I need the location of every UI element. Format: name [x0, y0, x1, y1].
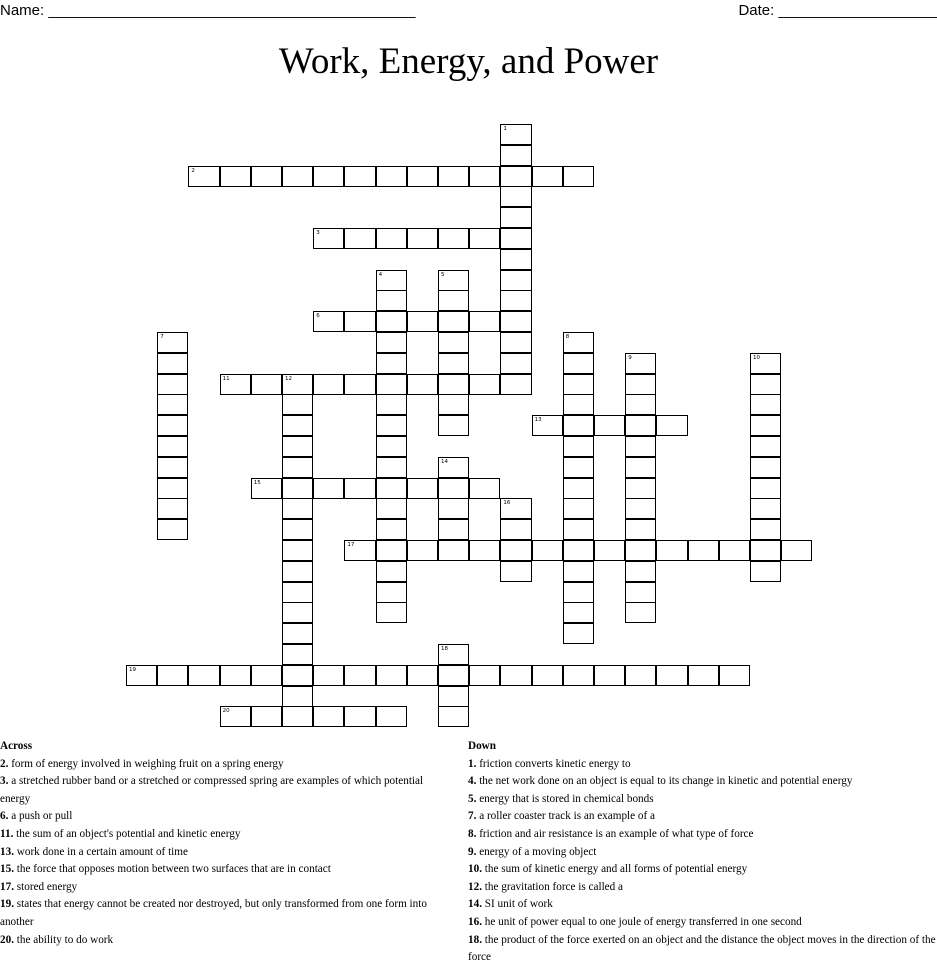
crossword-cell[interactable]: [376, 457, 407, 478]
crossword-cell[interactable]: [688, 665, 719, 686]
clue-item-number: 2.: [0, 757, 9, 770]
crossword-cell[interactable]: [500, 498, 531, 519]
crossword-cell[interactable]: [594, 665, 625, 686]
crossword-cell[interactable]: [344, 311, 375, 332]
crossword-cell[interactable]: [438, 706, 469, 727]
crossword-cell[interactable]: [313, 665, 344, 686]
crossword-cell[interactable]: [126, 665, 157, 686]
crossword-cell[interactable]: [438, 332, 469, 353]
crossword-cell[interactable]: [500, 665, 531, 686]
down-heading: Down: [468, 740, 496, 752]
crossword-cell[interactable]: [438, 415, 469, 436]
crossword-cell[interactable]: [251, 706, 282, 727]
crossword-cell[interactable]: [563, 478, 594, 499]
crossword-cell[interactable]: [750, 394, 781, 415]
clue-number: 17: [347, 542, 355, 548]
crossword-cell[interactable]: [376, 561, 407, 582]
crossword-cell[interactable]: [282, 665, 313, 686]
crossword-cell[interactable]: [157, 665, 188, 686]
crossword-cell[interactable]: [313, 311, 344, 332]
crossword-cell[interactable]: [313, 478, 344, 499]
crossword-cell[interactable]: [344, 706, 375, 727]
crossword-cell[interactable]: [563, 540, 594, 561]
across-heading: Across: [0, 740, 33, 752]
crossword-cell[interactable]: [750, 457, 781, 478]
clue-item-text: stored energy: [13, 880, 78, 893]
crossword-cell[interactable]: [282, 706, 313, 727]
crossword-cell[interactable]: [469, 665, 500, 686]
crossword-cell[interactable]: [376, 540, 407, 561]
crossword-cell[interactable]: [438, 228, 469, 249]
clue-item: [468, 808, 937, 826]
crossword-cell[interactable]: [625, 457, 656, 478]
crossword-cell[interactable]: [376, 394, 407, 415]
crossword-cell[interactable]: [376, 353, 407, 374]
crossword-cell[interactable]: [563, 353, 594, 374]
crossword-cell[interactable]: [563, 498, 594, 519]
crossword-cell[interactable]: [750, 540, 781, 561]
crossword-cell[interactable]: [500, 561, 531, 582]
clue-number: 15: [253, 479, 261, 486]
crossword-cell[interactable]: [438, 478, 469, 499]
clue-item: [468, 791, 937, 809]
down-clue-list: [468, 756, 937, 967]
clue-item-number: 10.: [468, 863, 482, 876]
crossword-cell[interactable]: [313, 166, 344, 187]
crossword-cell[interactable]: [500, 166, 531, 187]
crossword-cell[interactable]: [563, 457, 594, 478]
clue-item: [0, 879, 455, 897]
clue-item: [468, 879, 937, 897]
clue-item-number: 4.: [468, 775, 477, 788]
clue-number: 19: [129, 666, 136, 673]
crossword-cell[interactable]: [220, 166, 251, 187]
crossword-cell[interactable]: [376, 270, 407, 291]
crossword-cell[interactable]: [438, 290, 469, 311]
crossword-cell[interactable]: [625, 374, 656, 395]
clue-number: 10: [753, 354, 760, 361]
crossword-cell[interactable]: [251, 166, 282, 187]
crossword-cell[interactable]: [532, 415, 563, 436]
clue-item: [468, 844, 937, 862]
crossword-cell[interactable]: [282, 478, 313, 499]
crossword-cell[interactable]: [344, 166, 375, 187]
crossword-cell[interactable]: [750, 353, 781, 374]
crossword-cell[interactable]: [313, 706, 344, 727]
crossword-cell[interactable]: [563, 166, 594, 187]
crossword-cell[interactable]: [656, 665, 687, 686]
clue-item: [468, 773, 937, 791]
crossword-cell[interactable]: [594, 540, 625, 561]
crossword-cell[interactable]: [251, 665, 282, 686]
crossword-cell[interactable]: [500, 145, 531, 166]
crossword-cell[interactable]: [532, 166, 563, 187]
crossword-cell[interactable]: [282, 374, 313, 395]
crossword-cell[interactable]: [157, 374, 188, 395]
crossword-cell[interactable]: [625, 540, 656, 561]
crossword-cell[interactable]: [532, 665, 563, 686]
clue-item-number: 16.: [468, 915, 482, 928]
crossword-cell[interactable]: [282, 415, 313, 436]
clue-number: 9: [628, 354, 632, 361]
clue-item-text: the ability to do work: [13, 933, 114, 946]
clue-item-number: 13.: [0, 845, 14, 858]
crossword-cell[interactable]: [750, 415, 781, 436]
crossword-cell[interactable]: [220, 706, 251, 727]
clue-item: [468, 932, 937, 967]
crossword-cell[interactable]: [438, 394, 469, 415]
crossword-cell[interactable]: [282, 436, 313, 457]
crossword-cell[interactable]: [750, 561, 781, 582]
crossword-cell[interactable]: [344, 665, 375, 686]
crossword-cell[interactable]: [407, 665, 438, 686]
clue-item-text: the product of the force exerted on an object and the distance the object moves in the direction of the force: [468, 933, 936, 964]
crossword-cell[interactable]: [563, 602, 594, 623]
crossword-cell[interactable]: [157, 519, 188, 540]
clue-number: 4: [378, 271, 383, 278]
crossword-cell[interactable]: [282, 602, 313, 623]
crossword-cell[interactable]: [376, 665, 407, 686]
crossword-cell[interactable]: [500, 207, 531, 228]
clue-item-number: 15.: [0, 863, 14, 876]
clue-item-number: 9.: [468, 845, 477, 858]
crossword-cell[interactable]: [251, 478, 282, 499]
crossword-cell[interactable]: [220, 665, 251, 686]
clue-item-text: energy that is stored in chemical bonds: [476, 792, 654, 805]
clue-number: 5: [441, 271, 445, 278]
clue-item-text: a push or pull: [8, 810, 73, 823]
crossword-cell[interactable]: [750, 374, 781, 395]
down-clues: [468, 738, 937, 967]
crossword-cell[interactable]: [625, 519, 656, 540]
crossword-cell[interactable]: [500, 270, 531, 291]
clue-item: [0, 773, 455, 808]
clue-item-number: 5.: [468, 792, 477, 805]
crossword-cell[interactable]: [407, 478, 438, 499]
crossword-cell[interactable]: [313, 228, 344, 249]
clue-item-text: friction and air resistance is an example of what type of force: [476, 827, 754, 840]
crossword-cell[interactable]: [563, 394, 594, 415]
clue-number: 2: [191, 167, 195, 174]
clue-item-number: 14.: [468, 898, 482, 911]
crossword-cell[interactable]: [407, 540, 438, 561]
crossword-cell[interactable]: [625, 602, 656, 623]
crossword-cell[interactable]: [344, 540, 375, 561]
crossword-cell[interactable]: [500, 353, 531, 374]
clue-item-text: the sum of an object's potential and kinetic energy: [13, 827, 241, 840]
clue-number: 13: [534, 417, 542, 424]
crossword-cell[interactable]: [313, 374, 344, 395]
crossword-cell[interactable]: [563, 415, 594, 436]
clue-item-text: a stretched rubber band or a stretched or compressed spring are examples of which potential energy: [0, 775, 424, 805]
crossword-cell[interactable]: [625, 415, 656, 436]
clue-item-text: energy of a moving object: [476, 845, 597, 858]
crossword-cell[interactable]: [469, 374, 500, 395]
clue-item-text: work done in a certain amount of time: [13, 845, 188, 858]
crossword-cell[interactable]: [625, 498, 656, 519]
clue-item-number: 7.: [468, 810, 477, 823]
crossword-cell[interactable]: [157, 436, 188, 457]
crossword-cell[interactable]: [469, 166, 500, 187]
clue-item-number: 11.: [0, 827, 14, 840]
crossword-cell[interactable]: [407, 166, 438, 187]
crossword-cell[interactable]: [282, 686, 313, 707]
crossword-cell[interactable]: [157, 498, 188, 519]
crossword-cell[interactable]: [469, 228, 500, 249]
clue-item-text: friction converts kinetic energy to: [476, 757, 631, 770]
crossword-cell[interactable]: [344, 478, 375, 499]
crossword-cell[interactable]: [376, 228, 407, 249]
crossword-cell[interactable]: [625, 665, 656, 686]
clue-item-text: the force that opposes motion between two surfaces that are in contact: [13, 863, 331, 876]
clue-number: 6: [316, 313, 320, 320]
crossword-cell[interactable]: [719, 665, 750, 686]
crossword-cell[interactable]: [376, 436, 407, 457]
crossword-cell[interactable]: [376, 519, 407, 540]
crossword-cell[interactable]: [376, 290, 407, 311]
crossword-cell[interactable]: [407, 311, 438, 332]
crossword-cell[interactable]: [438, 270, 469, 291]
crossword-cell[interactable]: [469, 478, 500, 499]
clue-item-text: a roller coaster track is an example of a: [476, 810, 655, 823]
crossword-cell[interactable]: [282, 561, 313, 582]
crossword-cell[interactable]: [563, 623, 594, 644]
crossword-cell[interactable]: [656, 415, 687, 436]
crossword-cell[interactable]: [438, 311, 469, 332]
across-clue-list: [0, 756, 455, 950]
clue-item-text: the net work done on an object is equal to its change in kinetic and potential energy: [476, 775, 853, 788]
clue-item-number: 18.: [468, 933, 482, 946]
crossword-cell[interactable]: [251, 374, 282, 395]
clue-number: 20: [222, 708, 230, 715]
crossword-cell[interactable]: [500, 249, 531, 270]
crossword-cell[interactable]: [376, 706, 407, 727]
crossword-cell[interactable]: [500, 519, 531, 540]
crossword-cell[interactable]: [500, 290, 531, 311]
clue-item: [0, 844, 455, 862]
crossword-cell[interactable]: [157, 332, 188, 353]
crossword-cell[interactable]: [438, 457, 469, 478]
crossword-cell[interactable]: [376, 311, 407, 332]
crossword-cell[interactable]: [157, 353, 188, 374]
crossword-cell[interactable]: [500, 540, 531, 561]
clue-item: [0, 808, 455, 826]
clue-item-number: 1.: [468, 757, 477, 770]
crossword-cell[interactable]: [376, 602, 407, 623]
crossword-cell[interactable]: [500, 228, 531, 249]
crossword-cell[interactable]: [625, 582, 656, 603]
clue-number: 12: [285, 375, 292, 382]
crossword-cell[interactable]: [563, 374, 594, 395]
crossword-cell[interactable]: [750, 478, 781, 499]
crossword-cell[interactable]: [438, 519, 469, 540]
clue-item-text: SI unit of work: [481, 898, 553, 911]
clue-item-number: 12.: [468, 880, 482, 893]
page-title: Work, Energy, and Power: [278, 41, 659, 82]
crossword-cell[interactable]: [719, 540, 750, 561]
clue-item-text: states that energy cannot be created nor destroyed, but only transformed from one form into another: [0, 898, 427, 928]
clue-item: [468, 756, 937, 774]
crossword-cell[interactable]: [438, 686, 469, 707]
crossword-cell[interactable]: [376, 582, 407, 603]
crossword-cell[interactable]: [500, 186, 531, 207]
crossword-cell[interactable]: [282, 582, 313, 603]
crossword-cell[interactable]: [750, 519, 781, 540]
crossword-cell[interactable]: [282, 394, 313, 415]
across-clues: [0, 738, 455, 949]
crossword-cell[interactable]: [594, 415, 625, 436]
crossword-cell[interactable]: [407, 228, 438, 249]
crossword-cell[interactable]: [469, 540, 500, 561]
clue-number: 8: [565, 334, 570, 340]
clue-number: 11: [222, 375, 230, 382]
clue-item: [0, 896, 455, 931]
crossword-cell[interactable]: [157, 457, 188, 478]
clue-item: [468, 896, 937, 914]
crossword-cell[interactable]: [438, 665, 469, 686]
crossword-cell[interactable]: [220, 374, 251, 395]
crossword-cell[interactable]: [781, 540, 812, 561]
crossword-cell[interactable]: [376, 498, 407, 519]
crossword-cell[interactable]: [376, 374, 407, 395]
crossword-cell[interactable]: [282, 540, 313, 561]
crossword-cell[interactable]: [376, 332, 407, 353]
crossword-cell[interactable]: [563, 436, 594, 457]
clue-item: [0, 826, 455, 844]
clue-item: [468, 826, 937, 844]
clue-item-number: 19.: [0, 898, 14, 911]
crossword-cell[interactable]: [500, 311, 531, 332]
clue-item-text: he unit of power equal to one joule of energy transferred in one second: [481, 915, 802, 928]
crossword-cell[interactable]: [282, 457, 313, 478]
clue-item-number: 6.: [0, 810, 9, 823]
clue-item: [0, 756, 455, 774]
clue-item: [0, 861, 455, 879]
crossword-cell[interactable]: [563, 332, 594, 353]
clue-item-number: 20.: [0, 933, 14, 946]
clue-item-number: 3.: [0, 775, 9, 788]
name-line: Name: ____________________________________________: [0, 2, 416, 19]
crossword-cell[interactable]: [438, 540, 469, 561]
crossword-cell[interactable]: [469, 311, 500, 332]
crossword-cell[interactable]: [563, 519, 594, 540]
date-line: Date: ___________________: [738, 2, 937, 19]
clue-number: 16: [503, 500, 511, 507]
clue-item-text: the gravitation force is called a: [481, 880, 624, 893]
clue-item-number: 17.: [0, 880, 14, 893]
crossword-cell[interactable]: [282, 644, 313, 665]
clue-number: 14: [441, 458, 448, 465]
clue-item-text: the sum of kinetic energy and all forms of potential energy: [481, 863, 748, 876]
crossword-cell[interactable]: [438, 353, 469, 374]
crossword-cell[interactable]: [188, 166, 219, 187]
crossword-cell[interactable]: [625, 561, 656, 582]
crossword-cell[interactable]: [282, 498, 313, 519]
crossword-cell[interactable]: [625, 436, 656, 457]
crossword-cell[interactable]: [438, 166, 469, 187]
crossword-cell[interactable]: [407, 374, 438, 395]
crossword-cell[interactable]: [376, 415, 407, 436]
crossword-cell[interactable]: [563, 582, 594, 603]
clue-item: [0, 932, 455, 950]
clue-item-text: form of energy involved in weighing fruit on a spring energy: [8, 757, 284, 770]
crossword-cell[interactable]: [688, 540, 719, 561]
crossword-cell[interactable]: [500, 332, 531, 353]
crossword-cell[interactable]: [625, 394, 656, 415]
clue-number: 18: [441, 646, 448, 652]
crossword-cell[interactable]: [438, 374, 469, 395]
crossword-cell[interactable]: [282, 623, 313, 644]
crossword-cell[interactable]: [500, 374, 531, 395]
crossword-cell[interactable]: [438, 644, 469, 665]
crossword-cell[interactable]: [438, 498, 469, 519]
crossword-cell[interactable]: [656, 540, 687, 561]
crossword-cell[interactable]: [282, 166, 313, 187]
clue-item: [468, 861, 937, 879]
crossword-cell[interactable]: [282, 519, 313, 540]
crossword-cell[interactable]: [625, 353, 656, 374]
clue-number: 1: [503, 126, 507, 132]
crossword-cell[interactable]: [500, 124, 531, 145]
clue-number: 7: [160, 334, 164, 340]
crossword-cell[interactable]: [532, 540, 563, 561]
clue-item: [468, 914, 937, 932]
crossword-cell[interactable]: [376, 166, 407, 187]
crossword-cell[interactable]: [376, 478, 407, 499]
crossword-cell[interactable]: [157, 415, 188, 436]
clue-item-number: 8.: [468, 827, 477, 840]
crossword-cell[interactable]: [563, 665, 594, 686]
crossword-cell[interactable]: [157, 478, 188, 499]
crossword-cell[interactable]: [188, 665, 219, 686]
crossword-cell[interactable]: [344, 228, 375, 249]
crossword-cell[interactable]: [344, 374, 375, 395]
crossword-cell[interactable]: [625, 478, 656, 499]
crossword-cell[interactable]: [750, 436, 781, 457]
clue-number: 3: [316, 230, 320, 236]
crossword-cell[interactable]: [750, 498, 781, 519]
crossword-cell[interactable]: [563, 561, 594, 582]
crossword-cell[interactable]: [157, 394, 188, 415]
